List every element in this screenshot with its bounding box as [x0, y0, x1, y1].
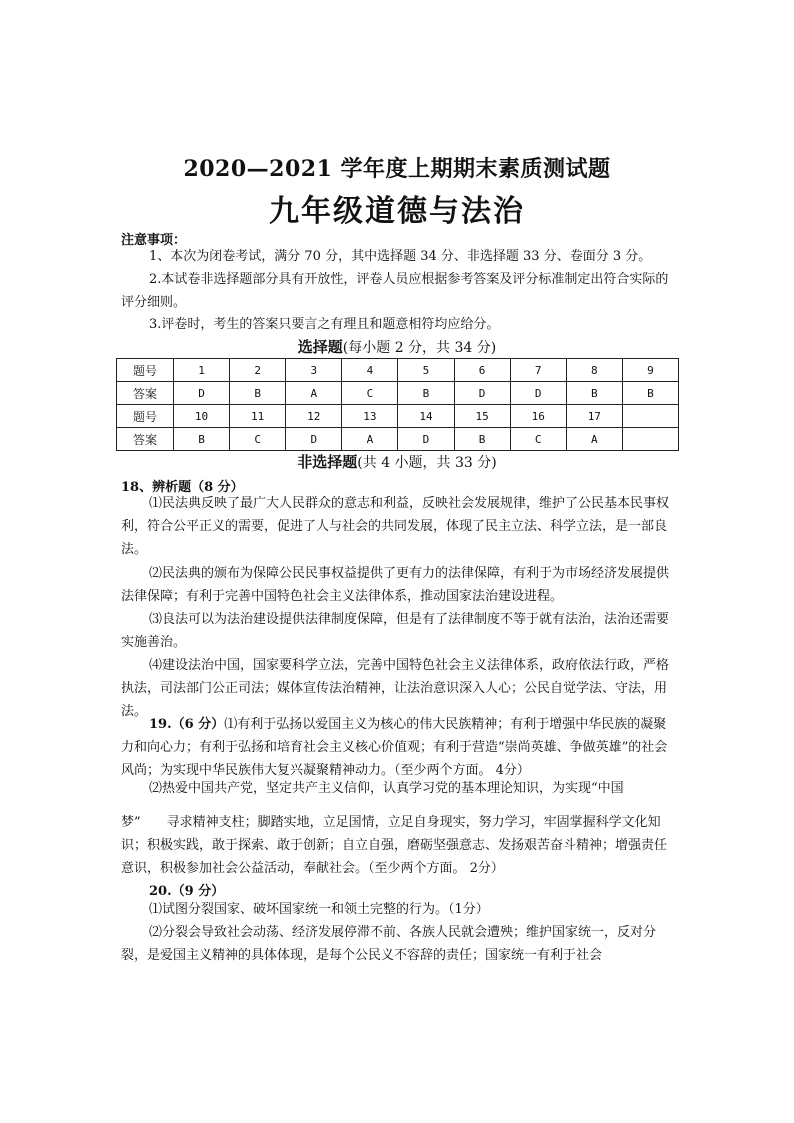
table-row [117, 428, 679, 451]
row-label-answer: 答案 [117, 382, 174, 405]
question-number: 8 [566, 359, 622, 382]
question-number: 13 [342, 405, 398, 428]
table-row [117, 405, 679, 428]
subject-title: 九年级道德与法治 [269, 194, 525, 229]
question-number: 12 [286, 405, 342, 428]
q18-paragraph-1: ⑴民法典反映了最广大人民群众的意志和利益，反映社会发展规律，维护了公民基本民事权利，符合公平正义的需要，促进了人与社会的共同发展，体现了民主立法、科学立法，是一部良法。 [121, 496, 670, 557]
answer-cell: D [454, 382, 510, 405]
q19-paragraph-1 [121, 713, 673, 782]
q19-paragraph-2b: 梦” 寻求精神支柱；脚踏实地，立足国情，立足自身现实，努力学习，牢固掌握科学文化知识；积极实践，敢于探索、敢于创新；自立自强，磨砺坚强意志、发扬艰苦奋斗精神；增强责任意识，积极参加社会公益活动，奉献社会。（至少两个方面。 2分） [121, 815, 668, 876]
notes-heading: 注意事项： [121, 233, 187, 248]
question-number: 15 [454, 405, 510, 428]
question-number: 14 [398, 405, 454, 428]
answer-cell [622, 428, 678, 451]
q20-heading: 20.（9 分） [149, 884, 225, 899]
question-number: 10 [174, 405, 230, 428]
q19-text-1: ⑴有利于弘扬以爱国主义为核心的伟大民族精神；有利于增强中华民族的凝聚力和向心力；有利于弘扬和培育社会主义核心价值观；有利于营造“崇尚英雄、争做英雄”的社会风尚；为实现中华民族伟大复兴凝聚精神动力。（至少两个方面。 4分） [121, 717, 668, 778]
note-item-3: 3.评卷时，考生的答案只要言之有理且和题意相符均应给分。 [149, 317, 500, 332]
answer-cell: B [398, 382, 454, 405]
answer-cell: A [342, 428, 398, 451]
nonchoice-title-note: (共 4 小题，共 33 分) [357, 455, 497, 471]
q18-paragraph-2: ⑵民法典的颁布为保障公民民事权益提供了更有力的法律保障，有利于为市场经济发展提供法律保障；有利于完善中国特色社会主义法律体系，推动国家法治建设进程。 [121, 566, 670, 604]
question-number: 4 [342, 359, 398, 382]
answer-cell: D [286, 428, 342, 451]
table-row [117, 382, 679, 405]
question-number [622, 405, 678, 428]
q18-paragraph-3: ⑶良法可以为法治建设提供法律制度保障，但是有了法律制度不等于就有法治，法治还需要实施善治。 [121, 612, 670, 650]
answer-cell: B [454, 428, 510, 451]
row-label-number: 题号 [117, 405, 174, 428]
answer-cell: D [510, 382, 566, 405]
row-label-answer: 答案 [117, 428, 174, 451]
choice-section-title [0, 336, 794, 357]
q19-heading: 19.（6 分） [149, 717, 225, 732]
note-item-2: 2.本试卷非选择题部分具有开放性，评卷人员应根据参考答案及评分标准制定出符合实际的评分细则。 [121, 272, 669, 310]
answer-cell: A [566, 428, 622, 451]
answer-cell: C [510, 428, 566, 451]
answer-cell: B [174, 428, 230, 451]
question-number: 6 [454, 359, 510, 382]
nonchoice-section-title [0, 451, 794, 472]
choice-title: 选择题 [297, 338, 343, 356]
row-label-number: 题号 [117, 359, 174, 382]
question-number: 5 [398, 359, 454, 382]
answer-cell: D [174, 382, 230, 405]
question-number: 16 [510, 405, 566, 428]
exam-title: 2020—2021 学年度上期期末素质测试题 [183, 156, 611, 182]
note-item-1: 1、本次为闭卷考试，满分 70 分，其中选择题 34 分、非选择题 33 分、卷面分 3 分。 [149, 249, 652, 264]
answer-table [116, 358, 679, 451]
q20-paragraph-1: ⑴试图分裂国家、破坏国家统一和领土完整的行为。（1分） [149, 902, 489, 917]
answer-cell: D [398, 428, 454, 451]
question-number: 2 [230, 359, 286, 382]
nonchoice-title: 非选择题 [297, 453, 358, 471]
question-number: 9 [622, 359, 678, 382]
q19-paragraph-2a: ⑵热爱中国共产党，坚定共产主义信仰，认真学习党的基本理论知识，为实现“中国 [149, 781, 624, 796]
answer-cell: A [286, 382, 342, 405]
q20-paragraph-2: ⑵分裂会导致社会动荡、经济发展停滞不前、各族人民就会遭殃；维护国家统一，反对分裂，是爱国主义精神的具体体现，是每个公民义不容辞的责任；国家统一有利于社会 [121, 925, 657, 963]
answer-cell: B [566, 382, 622, 405]
question-number: 7 [510, 359, 566, 382]
q18-paragraph-4: ⑷建设法治中国，国家要科学立法，完善中国特色社会主义法律体系，政府依法行政，严格执法，司法部门公正司法；媒体宣传法治精神，让法治意识深入人心；公民自觉学法、守法，用法。 [121, 658, 670, 719]
question-number: 1 [174, 359, 230, 382]
choice-title-note: (每小题 2 分，共 34 分) [342, 340, 497, 356]
answer-cell: B [230, 382, 286, 405]
answer-cell: C [230, 428, 286, 451]
question-number: 3 [286, 359, 342, 382]
table-row [117, 359, 679, 382]
question-number: 11 [230, 405, 286, 428]
q18-heading: 18、辨析题（8 分） [121, 480, 244, 495]
answer-cell: B [622, 382, 678, 405]
answer-cell: C [342, 382, 398, 405]
question-number: 17 [566, 405, 622, 428]
